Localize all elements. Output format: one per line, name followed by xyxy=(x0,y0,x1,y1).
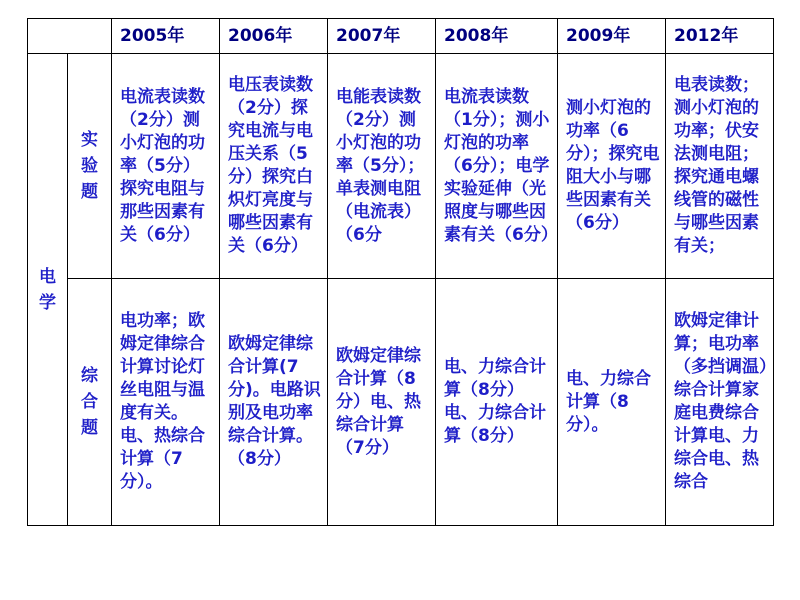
table-cell: 电功率；欧姆定律综合计算讨论灯丝电阻与温度有关。电、热综合计算（7分）。 xyxy=(112,279,220,526)
table-cell: 电能表读数（2分）测小灯泡的功率（5分）；单表测电阻（电流表）（6分 xyxy=(328,54,436,279)
year-header: 2007年 xyxy=(328,19,436,54)
subject-cell xyxy=(28,54,68,526)
category-label: 实验题 xyxy=(81,130,98,202)
category-label: 综合题 xyxy=(81,366,98,438)
year-header: 2009年 xyxy=(558,19,666,54)
corner-cell xyxy=(28,19,112,54)
table-cell: 电流表读数（1分）；测小灯泡的功率（6分）；电学实验延伸（光照度与哪些因素有关（6分） xyxy=(436,54,558,279)
year-header: 2006年 xyxy=(220,19,328,54)
header-row xyxy=(28,19,774,54)
table-cell: 测小灯泡的功率（6分）；探究电阻大小与哪些因素有关（6分） xyxy=(558,54,666,279)
table-row xyxy=(28,279,774,526)
table-cell: 电、力综合计算（8分）电、力综合计算（8分） xyxy=(436,279,558,526)
category-cell xyxy=(68,54,112,279)
year-header: 2008年 xyxy=(436,19,558,54)
table-row xyxy=(28,54,774,279)
subject-label: 电学 xyxy=(39,266,56,313)
table-cell: 电表读数；测小灯泡的功率；伏安法测电阻；探究通电螺线管的磁性与哪些因素有关； xyxy=(666,54,774,279)
year-header: 2012年 xyxy=(666,19,774,54)
category-cell xyxy=(68,279,112,526)
table-cell: 电流表读数（2分）测小灯泡的功率（5分）探究电阻与那些因素有关（6分） xyxy=(112,54,220,279)
table-cell: 欧姆定律综合计算（8分）电、热综合计算（7分） xyxy=(328,279,436,526)
exam-topic-table xyxy=(27,18,774,526)
table-cell: 电压表读数（2分）探究电流与电压关系（5分）探究白炽灯亮度与哪些因素有关（6分） xyxy=(220,54,328,279)
year-header: 2005年 xyxy=(112,19,220,54)
table-cell: 欧姆定律综合计算(7分)。电路识别及电功率综合计算。（8分） xyxy=(220,279,328,526)
table-cell: 欧姆定律计算；电功率（多挡调温）综合计算家庭电费综合计算电、力综合电、热综合 xyxy=(666,279,774,526)
table-cell: 电、力综合计算（8分）。 xyxy=(558,279,666,526)
